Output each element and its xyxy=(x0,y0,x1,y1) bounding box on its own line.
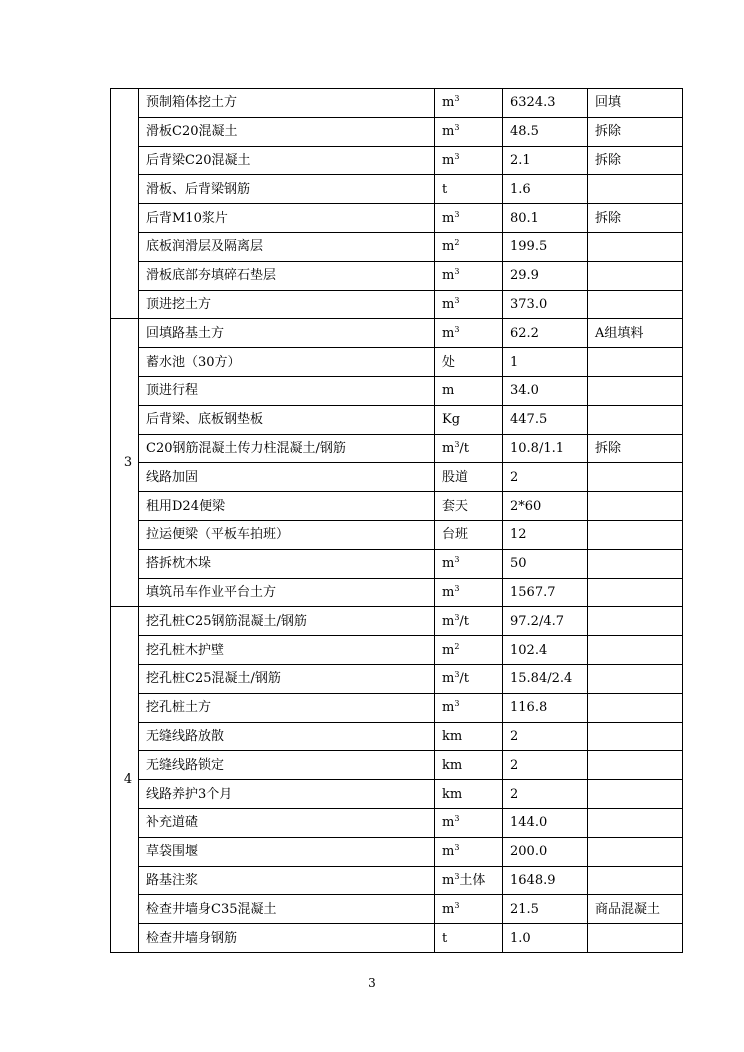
unit-text: m xyxy=(442,95,455,111)
note-cell: 拆除 xyxy=(588,117,683,146)
unit-exponent: 3 xyxy=(454,324,460,334)
quantity-cell: 2 xyxy=(503,722,588,751)
unit-exponent: 3 xyxy=(454,699,460,709)
quantity-cell: 116.8 xyxy=(503,693,588,722)
unit-text: m xyxy=(442,440,455,456)
unit-text: m xyxy=(442,584,455,600)
table-row xyxy=(111,664,683,693)
quantity-cell: 62.2 xyxy=(503,319,588,348)
item-name-cell: 蓄水池（30方） xyxy=(139,348,435,377)
item-name-cell: 挖孔桩C25钢筋混凝土/钢筋 xyxy=(139,607,435,636)
unit-exponent: 3 xyxy=(454,612,460,622)
unit-exponent: 3 xyxy=(454,295,460,305)
unit-cell xyxy=(435,780,503,809)
note-cell xyxy=(588,405,683,434)
unit-text: m xyxy=(442,700,455,716)
unit-suffix: 土体 xyxy=(459,872,486,888)
unit-cell xyxy=(435,290,503,319)
item-name-cell: 线路加固 xyxy=(139,463,435,492)
table-row xyxy=(111,924,683,953)
unit-cell xyxy=(435,751,503,780)
table-row xyxy=(111,463,683,492)
unit-text: t xyxy=(442,930,448,946)
note-cell: 拆除 xyxy=(588,434,683,463)
item-name-cell: 回填路基土方 xyxy=(139,319,435,348)
quantity-cell: 34.0 xyxy=(503,376,588,405)
unit-cell xyxy=(435,376,503,405)
unit-text: 股道 xyxy=(442,469,469,485)
unit-exponent: 2 xyxy=(454,238,460,248)
note-cell xyxy=(588,348,683,377)
unit-exponent: 3 xyxy=(454,267,460,277)
quantity-cell: 1 xyxy=(503,348,588,377)
item-name-cell: 线路养护3个月 xyxy=(139,780,435,809)
note-cell xyxy=(588,664,683,693)
unit-text: km xyxy=(442,757,463,773)
unit-suffix: /t xyxy=(459,671,470,687)
quantity-cell: 2 xyxy=(503,751,588,780)
item-name-cell: 无缝线路锁定 xyxy=(139,751,435,780)
table-row xyxy=(111,492,683,521)
unit-text: m xyxy=(442,872,455,888)
note-cell xyxy=(588,376,683,405)
table-row xyxy=(111,319,683,348)
quantity-cell: 29.9 xyxy=(503,261,588,290)
unit-cell xyxy=(435,492,503,521)
table-row xyxy=(111,722,683,751)
note-cell xyxy=(588,924,683,953)
item-name-cell: 后背梁C20混凝土 xyxy=(139,146,435,175)
unit-cell xyxy=(435,520,503,549)
table-row xyxy=(111,146,683,175)
item-name-cell: 搭拆枕木垛 xyxy=(139,549,435,578)
unit-text: Kg xyxy=(442,412,461,428)
unit-text: m xyxy=(442,844,455,860)
item-name-cell: 挖孔桩土方 xyxy=(139,693,435,722)
unit-text: m xyxy=(442,815,455,831)
item-name-cell: 拉运便梁（平板车拍班） xyxy=(139,520,435,549)
item-name-cell: 租用D24便梁 xyxy=(139,492,435,521)
item-name-cell: 顶进挖土方 xyxy=(139,290,435,319)
unit-text: m xyxy=(442,901,455,917)
note-cell xyxy=(588,520,683,549)
unit-text: m xyxy=(442,671,455,687)
page-number: 3 xyxy=(368,976,376,990)
table-row xyxy=(111,434,683,463)
unit-cell xyxy=(435,636,503,665)
note-cell xyxy=(588,837,683,866)
item-name-cell: 底板润滑层及隔离层 xyxy=(139,232,435,261)
unit-cell xyxy=(435,89,503,118)
item-name-cell: 填筑吊车作业平台土方 xyxy=(139,578,435,607)
unit-cell xyxy=(435,693,503,722)
note-cell xyxy=(588,549,683,578)
quantity-cell: 2 xyxy=(503,780,588,809)
note-cell xyxy=(588,175,683,204)
unit-cell xyxy=(435,808,503,837)
unit-cell xyxy=(435,175,503,204)
unit-cell xyxy=(435,146,503,175)
unit-cell xyxy=(435,348,503,377)
item-name-cell: 预制箱体挖土方 xyxy=(139,89,435,118)
item-name-cell: 滑板C20混凝土 xyxy=(139,117,435,146)
note-cell xyxy=(588,808,683,837)
unit-cell xyxy=(435,463,503,492)
unit-text: m xyxy=(442,613,455,629)
unit-cell xyxy=(435,117,503,146)
item-name-cell: 检查井墙身C35混凝土 xyxy=(139,895,435,924)
quantity-cell: 12 xyxy=(503,520,588,549)
unit-cell xyxy=(435,578,503,607)
unit-cell xyxy=(435,866,503,895)
quantity-cell: 1567.7 xyxy=(503,578,588,607)
item-name-cell: C20钢筋混凝土传力柱混凝土/钢筋 xyxy=(139,434,435,463)
unit-text: m xyxy=(442,152,455,168)
item-name-cell: 顶进行程 xyxy=(139,376,435,405)
item-name-cell: 无缝线路放散 xyxy=(139,722,435,751)
item-name-cell: 路基注浆 xyxy=(139,866,435,895)
unit-cell xyxy=(435,204,503,233)
note-cell xyxy=(588,722,683,751)
note-cell: 回填 xyxy=(588,89,683,118)
item-name-cell: 补充道碴 xyxy=(139,808,435,837)
table-row xyxy=(111,780,683,809)
quantity-cell: 1.6 xyxy=(503,175,588,204)
note-cell: A组填料 xyxy=(588,319,683,348)
item-name-cell: 滑板、后背梁钢筋 xyxy=(139,175,435,204)
note-cell: 拆除 xyxy=(588,146,683,175)
table-row xyxy=(111,520,683,549)
quantity-cell: 48.5 xyxy=(503,117,588,146)
quantity-cell: 373.0 xyxy=(503,290,588,319)
unit-suffix: /t xyxy=(459,440,470,456)
unit-suffix: /t xyxy=(459,613,470,629)
unit-exponent: 2 xyxy=(454,641,460,651)
unit-cell xyxy=(435,837,503,866)
unit-exponent: 3 xyxy=(454,843,460,853)
group-number-cell: 4 xyxy=(111,607,139,953)
quantity-cell: 2 xyxy=(503,463,588,492)
quantity-cell: 1648.9 xyxy=(503,866,588,895)
unit-cell xyxy=(435,232,503,261)
unit-text: 台班 xyxy=(442,527,469,543)
group-number-cell: 3 xyxy=(111,319,139,607)
unit-cell xyxy=(435,405,503,434)
table-row xyxy=(111,261,683,290)
unit-text: 套天 xyxy=(442,498,469,514)
note-cell xyxy=(588,492,683,521)
unit-exponent: 3 xyxy=(454,814,460,824)
item-name-cell: 后背梁、底板钢垫板 xyxy=(139,405,435,434)
note-cell xyxy=(588,751,683,780)
quantity-cell: 200.0 xyxy=(503,837,588,866)
note-cell xyxy=(588,232,683,261)
table-row xyxy=(111,866,683,895)
note-cell xyxy=(588,607,683,636)
quantity-cell: 21.5 xyxy=(503,895,588,924)
unit-text: km xyxy=(442,786,463,802)
unit-cell xyxy=(435,895,503,924)
table-row xyxy=(111,693,683,722)
quantity-cell: 10.8/1.1 xyxy=(503,434,588,463)
table-row xyxy=(111,636,683,665)
table-row xyxy=(111,751,683,780)
item-name-cell: 草袋围堰 xyxy=(139,837,435,866)
table-row xyxy=(111,405,683,434)
quantity-cell: 144.0 xyxy=(503,808,588,837)
group-number-cell xyxy=(111,89,139,319)
unit-text: m xyxy=(442,296,455,312)
unit-exponent: 3 xyxy=(454,439,460,449)
table-row xyxy=(111,89,683,118)
table-row xyxy=(111,204,683,233)
quantity-cell: 447.5 xyxy=(503,405,588,434)
unit-exponent: 3 xyxy=(454,583,460,593)
quantity-cell: 15.84/2.4 xyxy=(503,664,588,693)
item-name-cell: 挖孔桩C25混凝土/钢筋 xyxy=(139,664,435,693)
table-row xyxy=(111,808,683,837)
note-cell xyxy=(588,693,683,722)
note-cell xyxy=(588,463,683,492)
unit-text: m xyxy=(442,210,455,226)
note-cell: 拆除 xyxy=(588,204,683,233)
unit-cell xyxy=(435,261,503,290)
unit-exponent: 3 xyxy=(454,209,460,219)
quantity-table xyxy=(110,88,683,953)
note-cell xyxy=(588,578,683,607)
note-cell xyxy=(588,261,683,290)
unit-cell xyxy=(435,664,503,693)
item-name-cell: 挖孔桩木护壁 xyxy=(139,636,435,665)
note-cell xyxy=(588,780,683,809)
unit-exponent: 3 xyxy=(454,151,460,161)
note-cell xyxy=(588,866,683,895)
table-row xyxy=(111,290,683,319)
quantity-cell: 1.0 xyxy=(503,924,588,953)
unit-text: 处 xyxy=(442,354,456,370)
unit-cell xyxy=(435,607,503,636)
item-name-cell: 后背M10浆片 xyxy=(139,204,435,233)
unit-exponent: 3 xyxy=(454,94,460,104)
note-cell xyxy=(588,636,683,665)
table-row xyxy=(111,578,683,607)
item-name-cell: 滑板底部夯填碎石垫层 xyxy=(139,261,435,290)
unit-exponent: 3 xyxy=(454,871,460,881)
table-row xyxy=(111,837,683,866)
unit-cell xyxy=(435,722,503,751)
unit-text: m xyxy=(442,268,455,284)
quantity-cell: 2.1 xyxy=(503,146,588,175)
unit-exponent: 3 xyxy=(454,555,460,565)
unit-cell xyxy=(435,319,503,348)
unit-cell xyxy=(435,434,503,463)
quantity-cell: 97.2/4.7 xyxy=(503,607,588,636)
table-row xyxy=(111,117,683,146)
unit-exponent: 3 xyxy=(454,123,460,133)
unit-cell xyxy=(435,549,503,578)
unit-exponent: 3 xyxy=(454,670,460,680)
unit-text: t xyxy=(442,181,448,197)
unit-text: km xyxy=(442,728,463,744)
unit-text: m xyxy=(442,124,455,140)
quantity-cell: 50 xyxy=(503,549,588,578)
note-cell: 商品混凝土 xyxy=(588,895,683,924)
quantity-cell: 199.5 xyxy=(503,232,588,261)
table-row xyxy=(111,232,683,261)
quantity-cell: 102.4 xyxy=(503,636,588,665)
table-row xyxy=(111,895,683,924)
quantity-cell: 6324.3 xyxy=(503,89,588,118)
unit-text: m xyxy=(442,383,455,399)
unit-text: m xyxy=(442,325,455,341)
unit-text: m xyxy=(442,239,455,255)
quantity-cell: 80.1 xyxy=(503,204,588,233)
table-row xyxy=(111,175,683,204)
table-row xyxy=(111,376,683,405)
unit-exponent: 3 xyxy=(454,900,460,910)
unit-text: m xyxy=(442,642,455,658)
note-cell xyxy=(588,290,683,319)
quantity-cell: 2*60 xyxy=(503,492,588,521)
item-name-cell: 检查井墙身钢筋 xyxy=(139,924,435,953)
unit-text: m xyxy=(442,556,455,572)
table-row xyxy=(111,549,683,578)
table-row xyxy=(111,607,683,636)
table-row xyxy=(111,348,683,377)
unit-cell xyxy=(435,924,503,953)
